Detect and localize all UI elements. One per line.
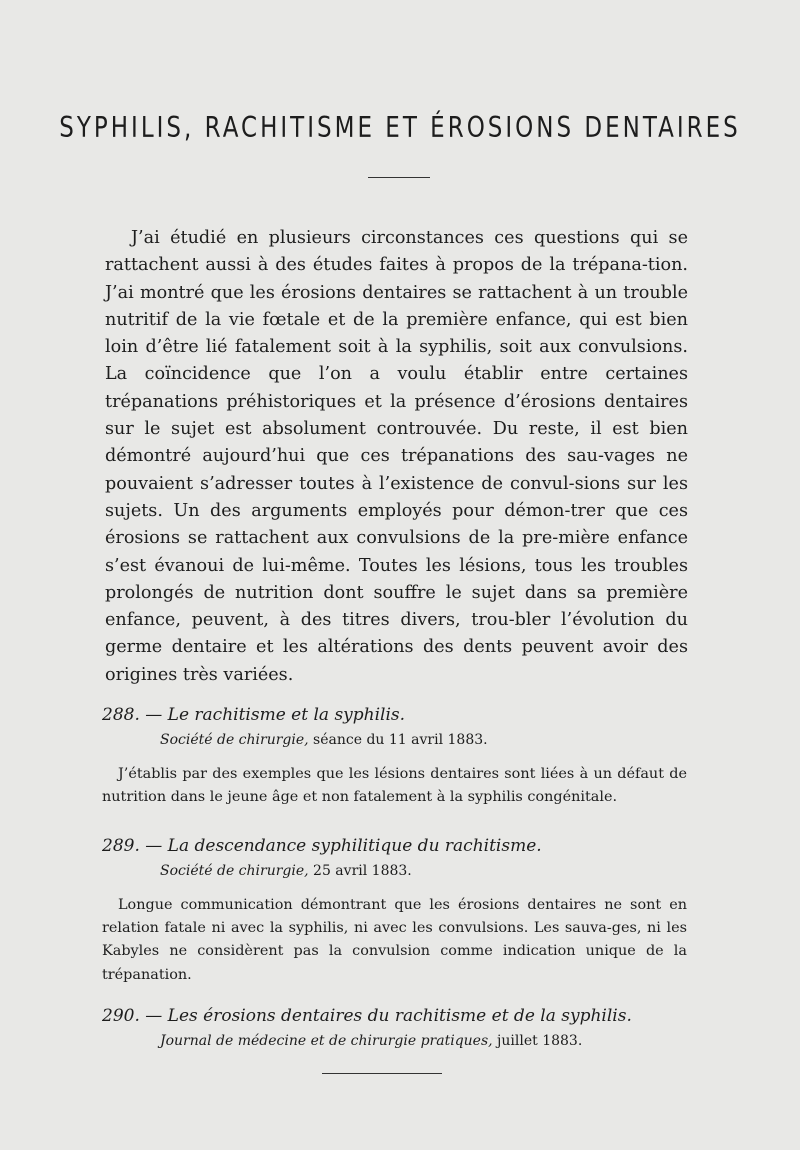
entry-source — [160, 862, 692, 880]
intro-paragraph: J’ai étudié en plusieurs circonstances ces questions qui se rattachent aussi à des études faites à propos de la trépana-tion. J’ai montré que les érosions dentaires se rattachent à un trouble nutritif de la vie fœtale et de la première enfance, qui est bien loin d’être lié fatalement soit à la syphilis, soit aux convulsions. La coïncidence que l’on a voulu établir entre certaines trépanations préhistoriques et la présence d’érosions dentaires sur le sujet est absolument controuvée. Du reste, il est bien démontré aujourd’hui que ces trépanations des sau-vages ne pouvaient s’adresser toutes à l’existence de convul-sions sur les sujets. Un des arguments employés pour démon-trer que ces érosions se rattachent aux convulsions de la pre-mière enfance s’est évanoui de lui-même. Toutes les lésions, tous les troubles prolongés de nutrition dont souffre le sujet dans sa première enfance, peuvent, à des titres divers, trou-bler l’évolution du germe dentaire et les altérations des dents peuvent avoir des origines très variées. — [105, 228, 688, 685]
title-divider — [368, 177, 430, 178]
entry-number: 290. — [102, 1006, 140, 1026]
entry-journal: Société de chirurgie, — [160, 863, 309, 879]
entry-journal: Journal de médecine et de chirurgie pratiques, — [160, 1033, 493, 1049]
entry-source — [160, 1032, 692, 1050]
entry-journal: Société de chirurgie, — [160, 732, 309, 748]
entry-date: juillet 1883. — [497, 1033, 583, 1049]
entry-288 — [102, 704, 692, 809]
page-title: SYPHILIS, RACHITISME ET ÉROSIONS DENTAIRES — [59, 112, 741, 145]
entry-heading: 288. — Le rachitisme et la syphilis. — [102, 705, 406, 725]
entry-title: Le rachitisme et la syphilis. — [167, 705, 406, 725]
entry-heading: 290. — Les érosions dentaires du rachitisme et de la syphilis. — [102, 1006, 632, 1026]
entry-source — [160, 731, 692, 749]
entry-title: La descendance syphilitique du rachitisme. — [167, 836, 542, 856]
entry-number: 288. — [102, 705, 140, 725]
entry-heading: 289. — La descendance syphilitique du rachitisme. — [102, 836, 542, 856]
entry-title: Les érosions dentaires du rachitisme et de la syphilis. — [167, 1006, 632, 1026]
entry-number: 289. — [102, 836, 140, 856]
entry-290 — [102, 1005, 692, 1050]
entry-body: Longue communication démontrant que les érosions dentaires ne sont en relation fatale ni avec la syphilis, ni avec les convulsions. Les sauva-ges, ni les Kabyles ne considèrent pas la convulsion comme indication unique de la trépanation. — [102, 897, 687, 983]
entry-date: 25 avril 1883. — [313, 863, 412, 879]
entry-body: J’établis par des exemples que les lésions dentaires sont liées à un défaut de nutrition dans le jeune âge et non fatalement à la syphilis congénitale. — [102, 766, 687, 806]
entry-289 — [102, 835, 692, 987]
entry-date: séance du 11 avril 1883. — [313, 732, 488, 748]
end-divider — [322, 1073, 442, 1074]
